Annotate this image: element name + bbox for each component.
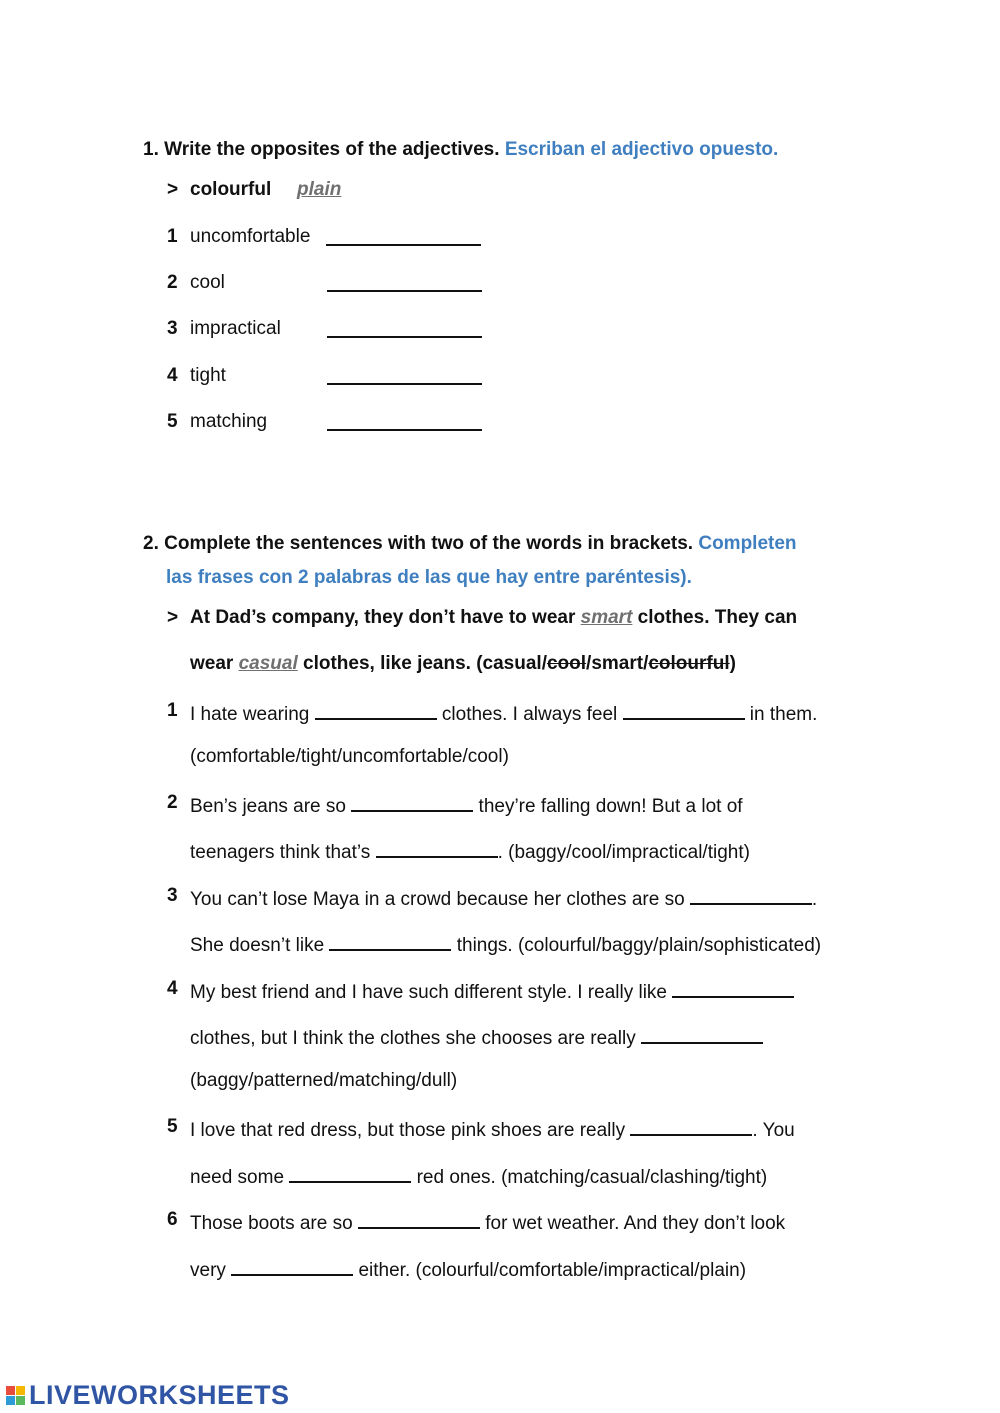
answer-blank[interactable] <box>327 272 482 292</box>
answer-blank[interactable] <box>289 1163 411 1183</box>
answer-blank[interactable] <box>315 700 437 720</box>
section1-heading: 1. Write the opposites of the adjectives. Escriban el adjectivo opuesto. <box>143 139 779 160</box>
section1-example-word: colourful <box>190 179 272 200</box>
answer-blank[interactable] <box>327 318 482 338</box>
section2-example-marker: > <box>167 607 179 628</box>
answer-blank[interactable] <box>358 1209 480 1229</box>
answer-blank[interactable] <box>329 931 451 951</box>
section2-heading: 2. Complete the sentences with two of the words in brackets. Completen <box>143 533 797 554</box>
answer-blank[interactable] <box>327 411 482 431</box>
answer-blank[interactable] <box>623 700 745 720</box>
answer-blank[interactable] <box>327 365 482 385</box>
example-answer-smart: smart <box>580 607 633 628</box>
section1-example-answer: plain <box>297 179 342 200</box>
section1-example-marker: > <box>167 179 179 200</box>
logo-blocks-icon <box>6 1386 25 1405</box>
answer-blank[interactable] <box>641 1024 763 1044</box>
logo-text: LIVEWORKSHEETS <box>29 1379 290 1410</box>
answer-blank[interactable] <box>690 885 812 905</box>
example-answer-casual: casual <box>238 653 298 674</box>
answer-blank[interactable] <box>351 792 473 812</box>
section1-instruction-spanish: Escriban el adjectivo opuesto. <box>504 139 779 160</box>
answer-blank[interactable] <box>672 978 794 998</box>
liveworksheets-logo[interactable] <box>6 1380 290 1410</box>
section2-example-line1: At Dad’s company, they don’t have to wear smart clothes. They can <box>190 607 798 628</box>
section2-instruction-spanish: las frases con 2 palabras de las que hay entre paréntesis). <box>166 567 692 588</box>
answer-blank[interactable] <box>630 1116 752 1136</box>
answer-blank[interactable] <box>231 1256 353 1276</box>
answer-blank[interactable] <box>326 226 481 246</box>
section2-example-line2: wear casual clothes, like jeans. (casual/cool/smart/colourful) <box>190 653 736 674</box>
answer-blank[interactable] <box>376 838 498 858</box>
